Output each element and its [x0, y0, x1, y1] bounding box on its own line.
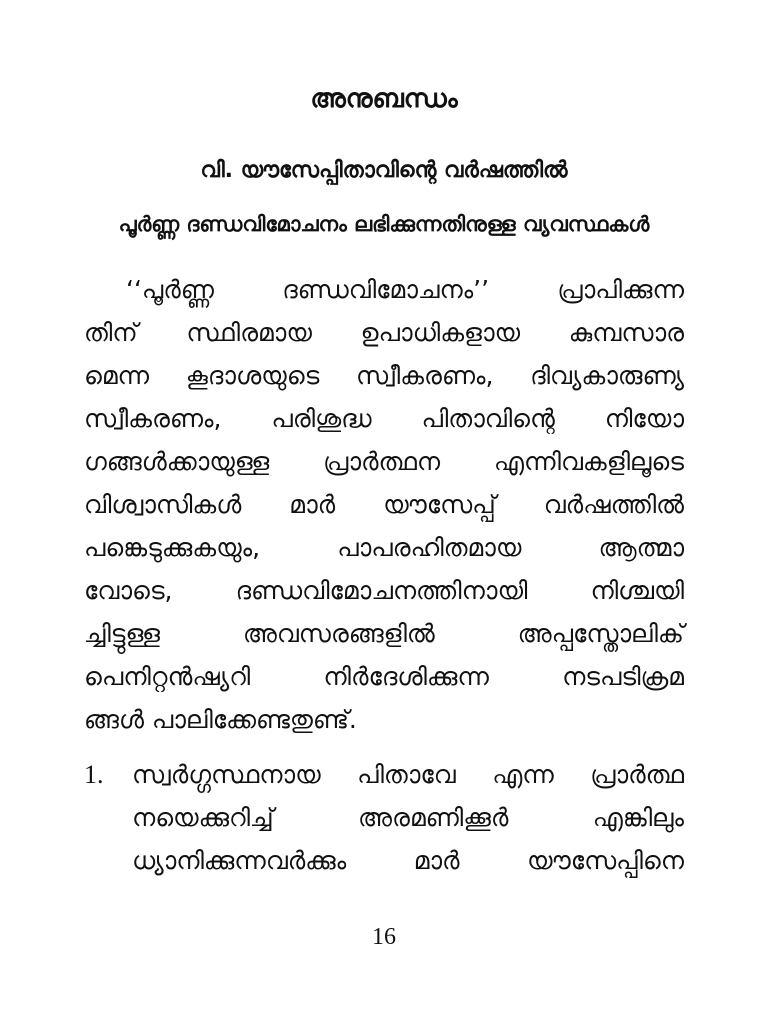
appendix-subtitle: വി. യൗസേപ്പിതാവിന്റെ വർഷത്തിൽ — [200, 158, 568, 183]
list-item-number: 1. — [84, 760, 104, 789]
list-item — [84, 752, 684, 881]
paragraph-line: തിന് സ്ഥിരമായ ഉപാധികളായ കുമ്പസാര — [84, 318, 684, 347]
paragraph-line: ച്ചിട്ടുള്ള അവസരങ്ങളിൽ അപ്പസ്തോലിക് — [84, 619, 684, 648]
list-item-line: സ്വർഗ്ഗസ്ഥനായ പിതാവേ എന്ന പ്രാർത്ഥ — [132, 760, 684, 789]
list-item-text — [132, 752, 684, 881]
conditions-list — [84, 752, 684, 881]
main-paragraph — [84, 268, 684, 741]
paragraph-line: മെന്ന കൂദാശയുടെ സ്വീകരണം, ദിവ്യകാരുണ്യ — [84, 361, 684, 390]
list-item-line: ധ്യാനിക്കുന്നവർക്കും മാർ യൗസേപ്പിനെ — [132, 846, 684, 875]
paragraph-line: ഗങ്ങൾക്കായുള്ള പ്രാർത്ഥന എന്നിവകളിലൂടെ — [84, 447, 684, 476]
page-number: 16 — [372, 924, 396, 950]
paragraph-line: ങ്ങൾ പാലിക്കേണ്ടതുണ്ട്. — [84, 705, 357, 734]
section-heading: പൂർണ്ണ ദണ്ഡവിമോചനം ലഭിക്കുന്നതിനുള്ള വ്യവസ്ഥകൾ — [118, 212, 650, 236]
paragraph-line: വിശ്വാസികൾ മാർ യൗസേപ്പ് വർഷത്തിൽ — [84, 490, 684, 519]
paragraph-line: സ്വീകരണം, പരിശുദ്ധ പിതാവിന്റെ നിയോ — [84, 404, 684, 433]
paragraph-line: ‘‘പൂർണ്ണ ദണ്ഡവിമോചനം’’ പ്രാപിക്കുന്ന — [126, 275, 684, 304]
list-item-line: നയെക്കുറിച്ച് അരമണിക്കൂർ എങ്കിലും — [132, 803, 684, 832]
paragraph-line: പെനിറ്റൻഷ്യറി നിർദേശിക്കുന്ന നടപടിക്രമ — [84, 662, 684, 691]
appendix-title: അനുബന്ധം — [310, 84, 458, 114]
paragraph-line: പങ്കെടുക്കുകയും, പാപരഹിതമായ ആത്മാ — [84, 533, 684, 562]
paragraph-line: വോടെ, ദണ്ഡവിമോചനത്തിനായി നിശ്ചയി — [84, 576, 684, 605]
